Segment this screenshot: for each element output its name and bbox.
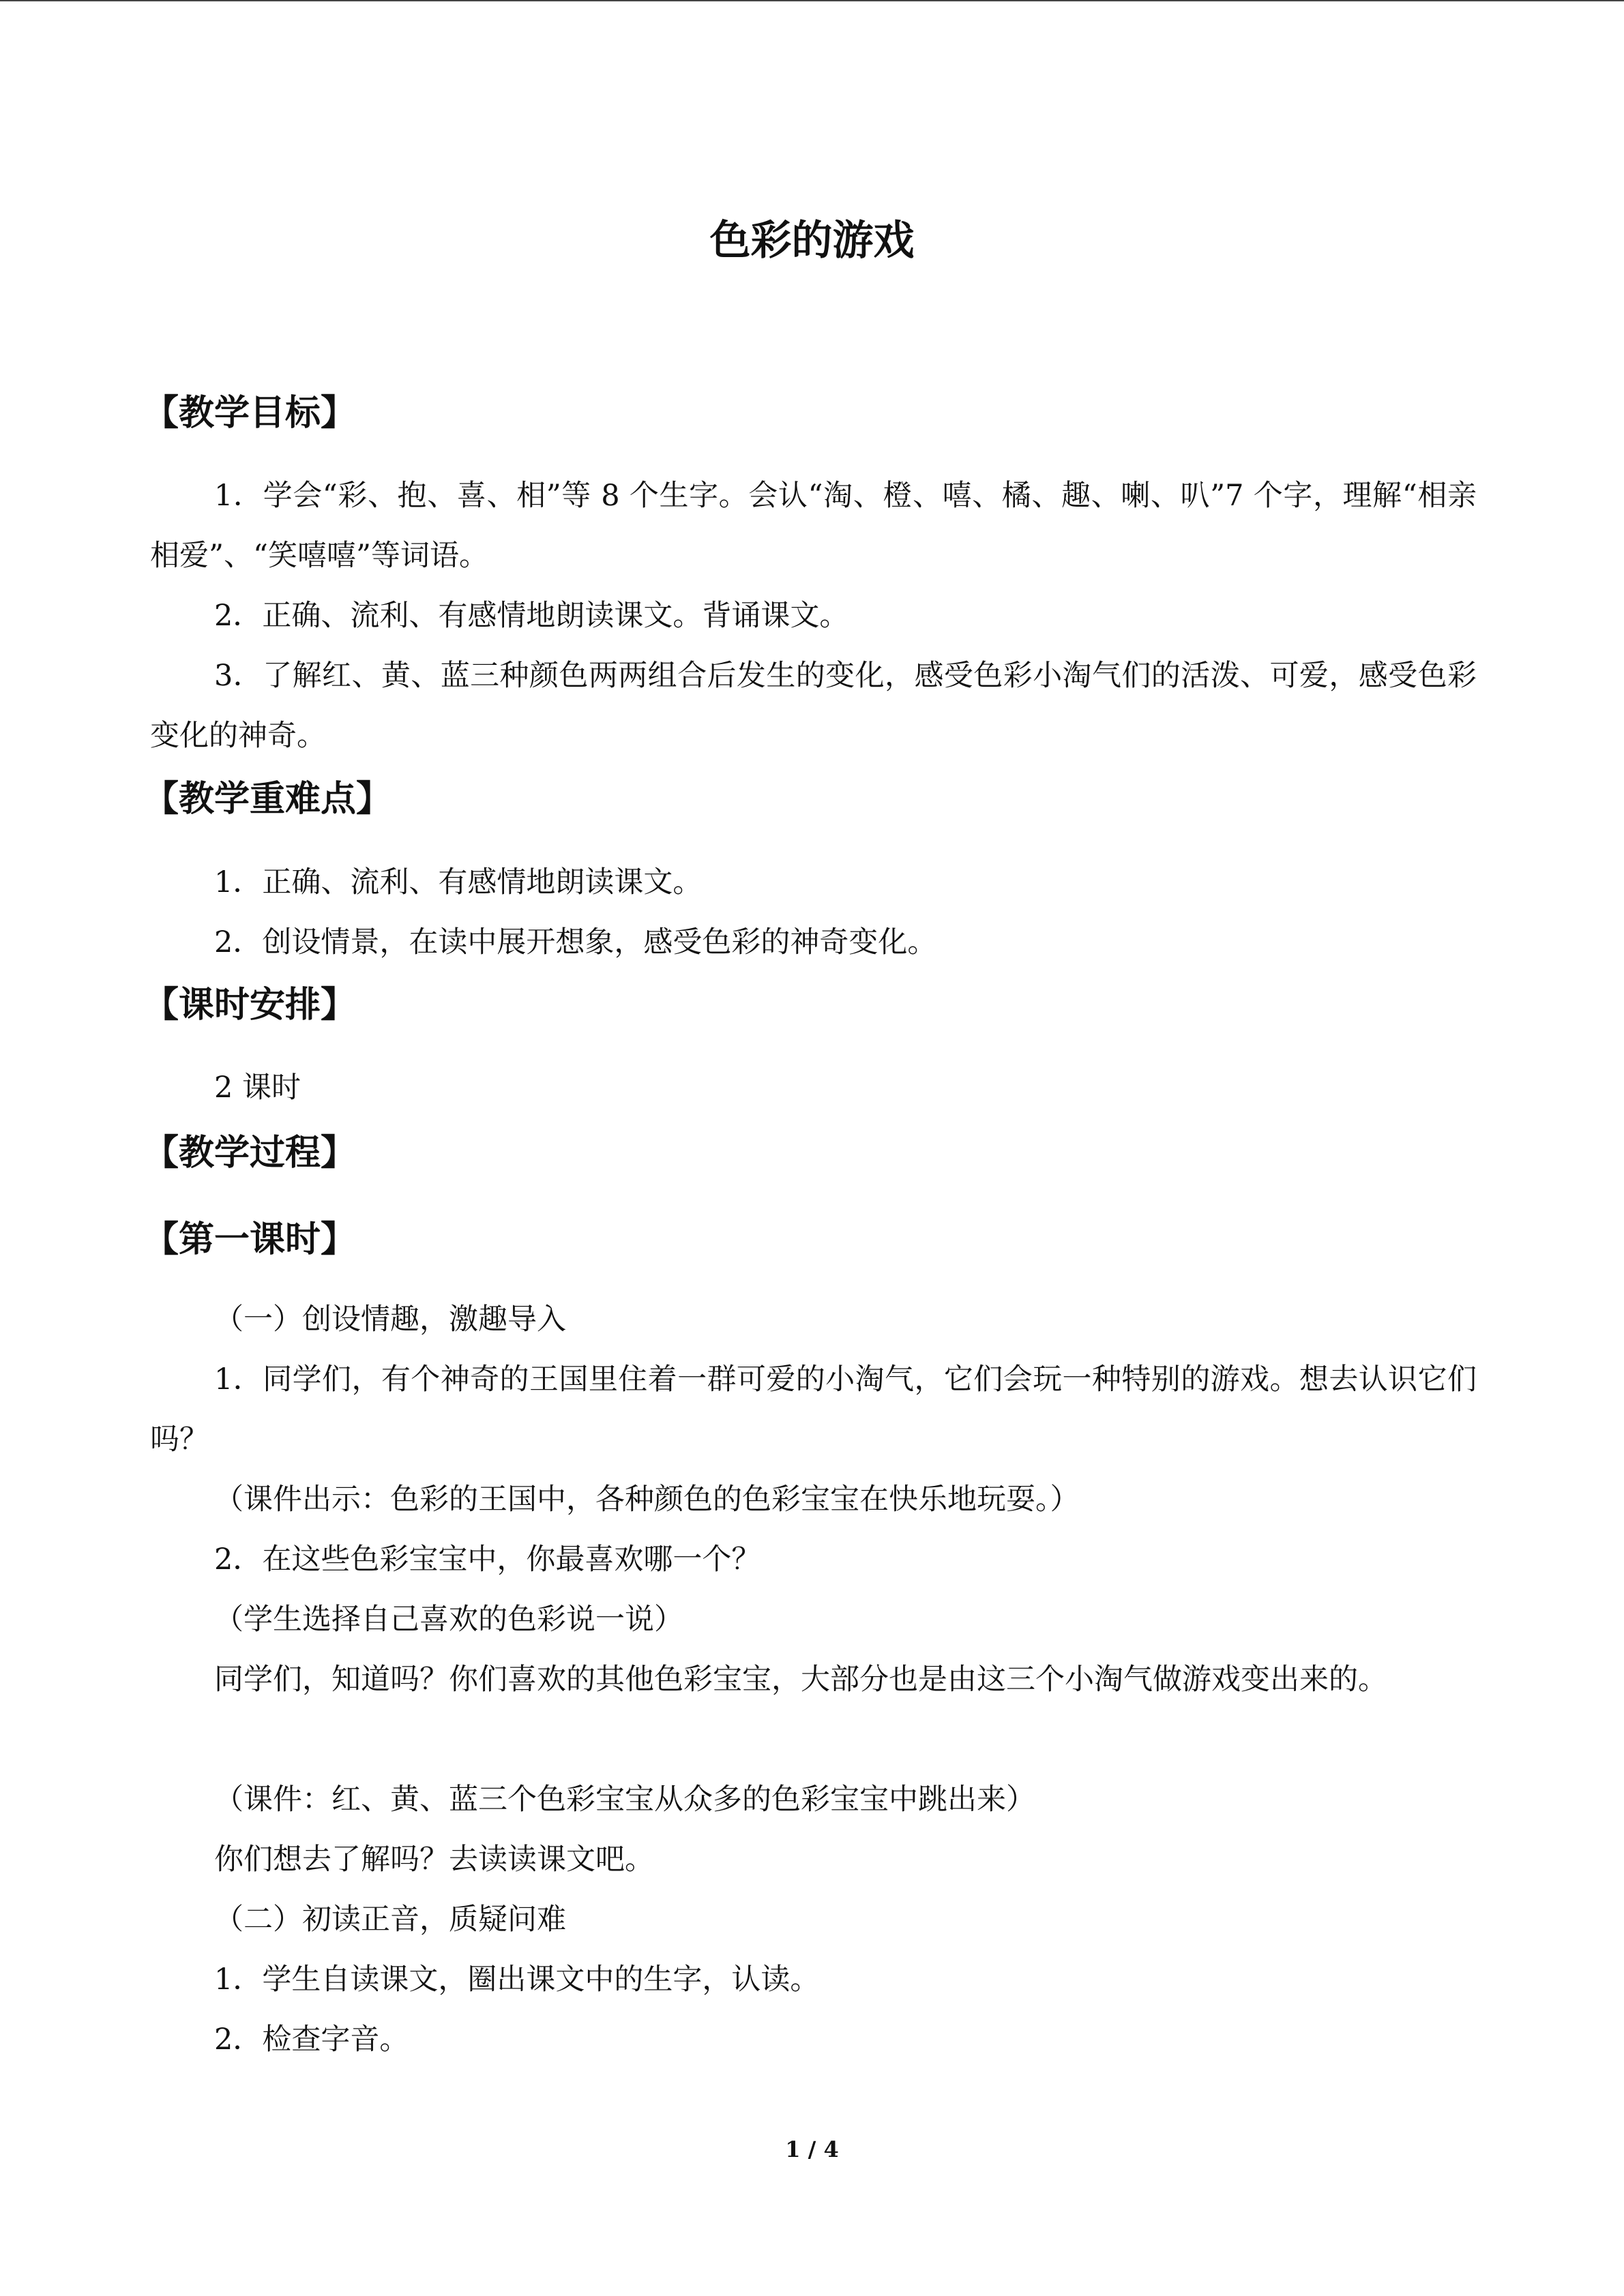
lesson-paragraph-7: （课件：红、黄、蓝三个色彩宝宝从众多的色彩宝宝中跳出来） bbox=[214, 1783, 1035, 1817]
lesson-paragraph-1: （一）创设情趣，激趣导入 bbox=[214, 1302, 566, 1337]
schedule-text: 2 课时 bbox=[214, 1071, 301, 1105]
document-title: 色彩的游戏 bbox=[709, 217, 915, 265]
key-point-item-1: 1．正确、流利、有感情地朗读课文。 bbox=[214, 865, 703, 899]
heading-key-points: 【教学重难点】 bbox=[143, 779, 392, 820]
lesson-paragraph-2: 1．同学们，有个神奇的王国里住着一群可爱的小淘气，它们会玩一种特别的游戏。想去认识它们吗？ bbox=[150, 1362, 1477, 1457]
lesson-paragraph-8: 你们想去了解吗？去读读课文吧。 bbox=[214, 1843, 654, 1877]
heading-objectives: 【教学目标】 bbox=[143, 393, 357, 434]
lesson-paragraph-11: 2．检查字音。 bbox=[214, 2023, 409, 2057]
objective-item-3: 3．了解红、黄、蓝三种颜色两两组合后发生的变化，感受色彩小淘气们的活泼、可爱，感受色彩变化的神奇。 bbox=[150, 659, 1477, 753]
page-top-border bbox=[0, 0, 1624, 1]
lesson-paragraph-6: 同学们，知道吗？你们喜欢的其他色彩宝宝，大部分也是由这三个小淘气做游戏变出来的。 bbox=[214, 1663, 1387, 1697]
heading-process: 【教学过程】 bbox=[143, 1133, 357, 1174]
lesson-paragraph-3: （课件出示：色彩的王国中，各种颜色的色彩宝宝在快乐地玩耍。） bbox=[214, 1482, 1080, 1517]
key-point-item-2: 2．创设情景，在读中展开想象，感受色彩的神奇变化。 bbox=[214, 925, 937, 959]
lesson-paragraph-9: （二）初读正音，质疑问难 bbox=[214, 1903, 566, 1937]
page-number: 1 / 4 bbox=[785, 2136, 839, 2162]
lesson-paragraph-4: 2．在这些色彩宝宝中，你最喜欢哪一个？ bbox=[214, 1542, 761, 1577]
lesson-paragraph-5: （学生选择自己喜欢的色彩说一说） bbox=[214, 1602, 683, 1637]
heading-lesson-one: 【第一课时】 bbox=[143, 1219, 357, 1260]
lesson-paragraph-10: 1．学生自读课文，圈出课文中的生字，认读。 bbox=[214, 1963, 820, 1997]
objective-item-2: 2．正确、流利、有感情地朗读课文。背诵课文。 bbox=[214, 599, 849, 633]
objective-item-1: 1．学会“彩、抱、喜、相”等 8 个生字。会认“淘、橙、嘻、橘、趣、喇、叭”7 个字，理解“相亲相爱”、“笑嘻嘻”等词语。 bbox=[150, 479, 1477, 573]
heading-schedule: 【课时安排】 bbox=[143, 985, 357, 1026]
